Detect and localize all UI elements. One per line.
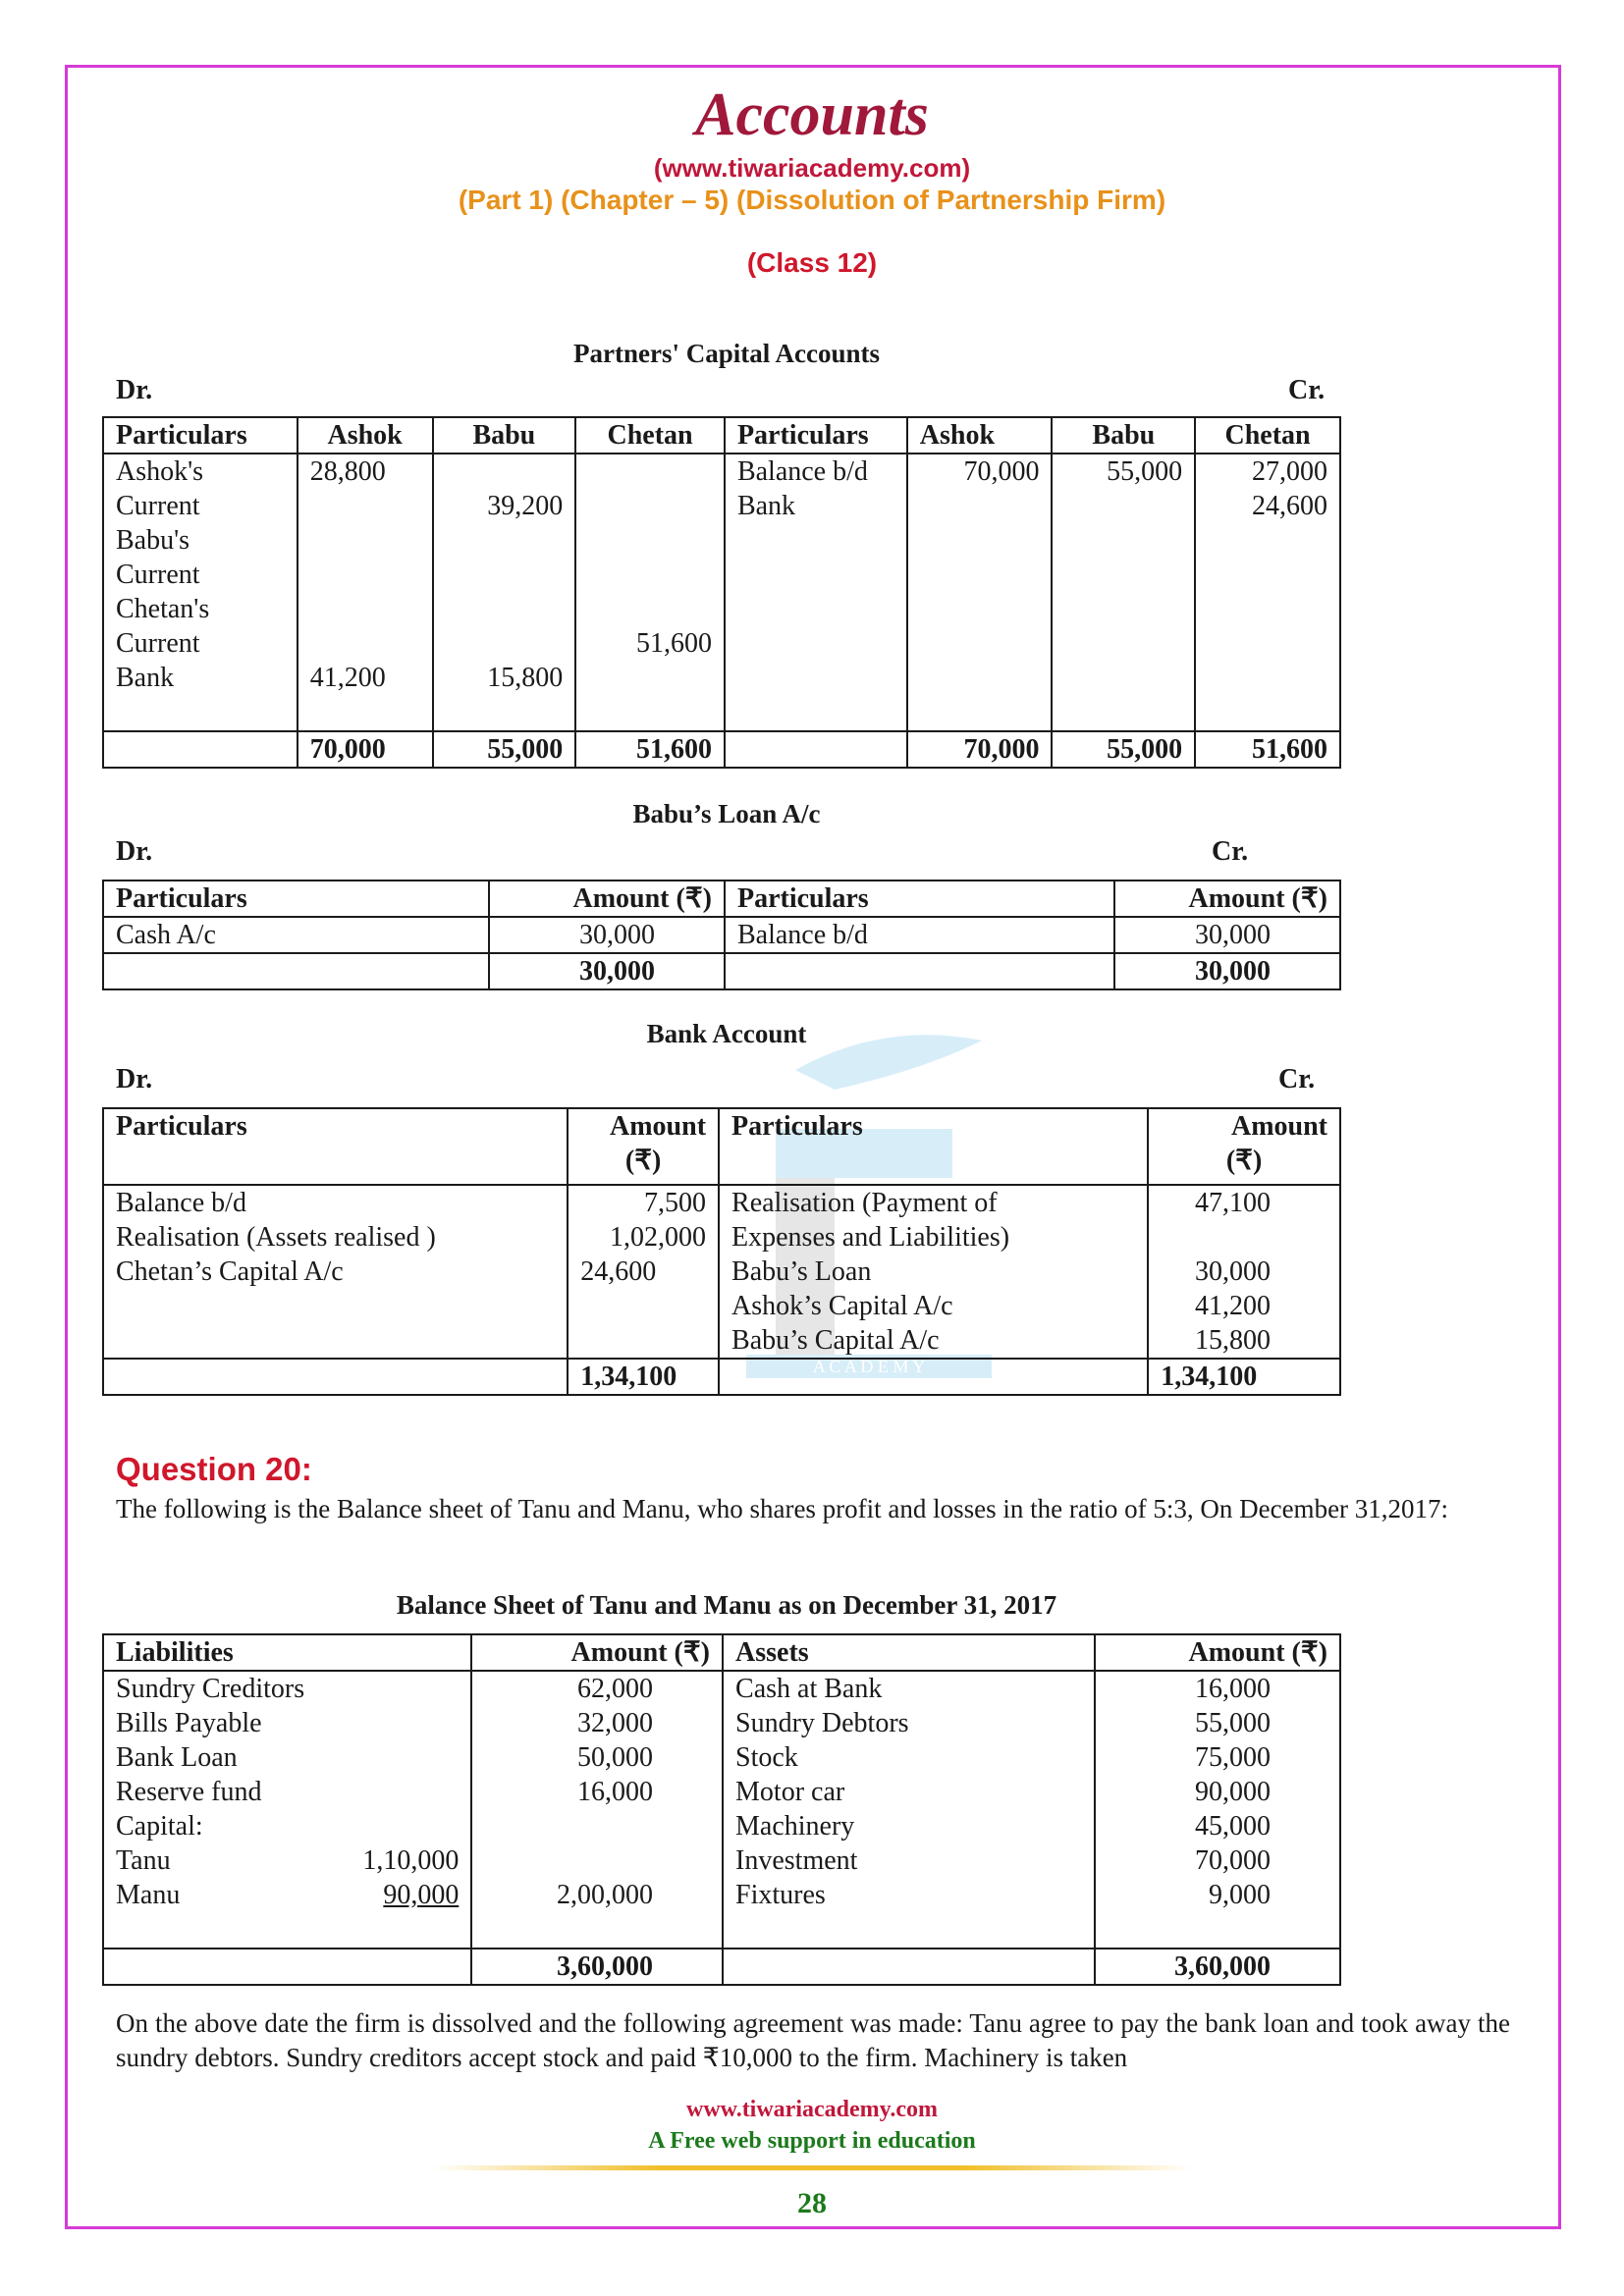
table-cell	[310, 626, 420, 661]
capital-accounts-heading: Partners' Capital Accounts	[573, 339, 880, 368]
table-cell	[103, 1949, 471, 1985]
table-cell: 51,600	[635, 628, 712, 659]
class-label: (Class 12)	[746, 247, 878, 278]
table-cell: 32,000	[577, 1708, 654, 1738]
table-cell: Motor car	[735, 1777, 845, 1807]
table-cell: Chetan's	[116, 594, 210, 624]
table-cell: Machinery	[735, 1811, 855, 1842]
table-cell: 1,34,100	[1148, 1359, 1340, 1395]
col-particulars-cr: Particulars	[719, 1108, 1148, 1185]
capital-body-row	[103, 454, 1340, 731]
table-cell: Realisation (Payment of	[731, 1188, 998, 1218]
balance-sheet-heading: Balance Sheet of Tanu and Manu as on December 31, 2017	[396, 1590, 1057, 1620]
table-cell: 50,000	[577, 1742, 654, 1773]
table-cell: 9,000	[1209, 1880, 1271, 1910]
col-particulars-cr: Particulars	[725, 417, 907, 454]
table-cell: 55,000	[1052, 731, 1195, 768]
table-cell	[446, 592, 564, 626]
bs-body-row	[103, 1671, 1340, 1949]
bs-header-row	[103, 1634, 1340, 1671]
table-cell: 70,000	[963, 456, 1040, 487]
rupee-label: (₹)	[624, 1146, 662, 1176]
table-cell: 70,000	[1195, 1845, 1271, 1876]
table-cell	[719, 1359, 1148, 1395]
table-cell: Reserve fund	[116, 1777, 262, 1807]
table-cell	[103, 731, 298, 768]
loan-total-row	[103, 953, 1340, 989]
col-particulars-dr: Particulars	[103, 1108, 568, 1185]
table-cell: Sundry Creditors	[116, 1674, 305, 1704]
bank-header-row	[103, 1108, 1340, 1185]
table-cell: 41,200	[309, 663, 386, 693]
table-cell	[588, 454, 712, 489]
table-cell: 16,000	[577, 1777, 654, 1807]
table-cell: 30,000	[489, 953, 725, 989]
col-amount-cr	[1148, 1108, 1340, 1185]
bank-cr-label: Cr.	[1278, 1064, 1316, 1095]
table-cell	[310, 489, 420, 523]
loan-cr-label: Cr.	[1212, 836, 1249, 867]
table-cell: Bank	[116, 663, 175, 693]
table-cell	[484, 1843, 653, 1878]
table-cell: Capital:	[116, 1811, 203, 1842]
table-cell: 62,000	[577, 1674, 654, 1704]
table-cell: Fixtures	[735, 1880, 826, 1910]
table-cell: 7,500	[644, 1188, 707, 1218]
table-cell: 51,600	[575, 731, 725, 768]
table-cell	[484, 1809, 653, 1843]
capital-header-row	[103, 417, 1340, 454]
svg-text:A C A D E M Y: A C A D E M Y	[812, 1357, 926, 1376]
table-cell	[588, 489, 712, 523]
partner-name: Tanu	[116, 1845, 171, 1876]
table-cell: Balance b/d	[736, 456, 868, 487]
table-cell: Ashok's	[116, 456, 204, 487]
table-cell: 45,000	[1195, 1811, 1271, 1842]
partner-name: Manu	[116, 1880, 181, 1910]
table-cell: Bills Payable	[116, 1708, 262, 1738]
table-cell: 41,200	[1195, 1291, 1271, 1321]
table-cell: 55,000	[1195, 1708, 1271, 1738]
table-cell: Babu's	[116, 525, 190, 556]
table-cell: Chetan’s Capital A/c	[116, 1256, 344, 1287]
table-cell: Expenses and Liabilities)	[731, 1222, 1010, 1253]
col-ashok-cr: Ashok	[907, 417, 1053, 454]
col-amount-cr: Amount (₹)	[1114, 881, 1340, 917]
col-ashok-dr: Ashok	[298, 417, 433, 454]
table-cell: 15,800	[1195, 1325, 1271, 1356]
table-cell: 70,000	[298, 731, 433, 768]
table-cell: Bank Loan	[116, 1742, 238, 1773]
amount-label: Amount	[610, 1111, 707, 1142]
capital-dr-label: Dr.	[116, 375, 153, 405]
table-cell: 16,000	[1195, 1674, 1271, 1704]
table-cell	[446, 558, 564, 592]
table-cell: 3,60,000	[1095, 1949, 1340, 1985]
table-cell	[446, 454, 564, 489]
col-asset-amount: Amount (₹)	[1095, 1634, 1340, 1671]
table-cell: 24,600	[580, 1256, 657, 1287]
loan-header-row	[103, 881, 1340, 917]
table-cell	[588, 558, 712, 592]
table-cell	[310, 558, 420, 592]
question-label: Question 20:	[116, 1451, 312, 1487]
table-cell: Cash at Bank	[735, 1674, 883, 1704]
question-text: The following is the Balance sheet of Tanu and Manu, who shares profit and losses in the ratio of 5:3, On December 31,2017:	[116, 1494, 1449, 1523]
table-cell: 27,000	[1252, 456, 1327, 487]
table-cell: 30,000	[1195, 1256, 1271, 1287]
table-cell	[310, 592, 420, 626]
table-cell: 1,34,100	[568, 1359, 719, 1395]
table-cell	[446, 523, 564, 558]
agreement-text: On the above date the firm is dissolved and the following agreement was made: Tanu agree to pay the bank loan and took away the sundry debtors. Sundry creditors accept stock and paid ₹10,000 to the firm. Machinery is taken	[116, 2008, 1510, 2072]
chapter-subtitle: (Part 1) (Chapter – 5) (Dissolution of Partnership Firm)	[458, 185, 1166, 215]
babu-loan-heading: Babu’s Loan A/c	[632, 799, 821, 828]
capital-partner-row	[116, 1843, 459, 1878]
bank-account-table	[102, 1107, 1341, 1396]
table-cell	[725, 953, 1114, 989]
col-liability-amount: Amount (₹)	[471, 1634, 723, 1671]
bank-account-heading: Bank Account	[646, 1019, 807, 1048]
col-assets: Assets	[723, 1634, 1095, 1671]
bank-dr-label: Dr.	[116, 1064, 153, 1095]
bank-total-row	[103, 1359, 1340, 1395]
capital-cr-label: Cr.	[1288, 375, 1326, 405]
col-chetan-dr: Chetan	[575, 417, 725, 454]
table-cell: 39,200	[487, 491, 564, 521]
table-cell: 47,100	[1195, 1188, 1271, 1218]
table-cell: 55,000	[433, 731, 576, 768]
page-number: 28	[797, 2187, 827, 2219]
footer-divider	[432, 2165, 1192, 2170]
table-cell	[725, 731, 907, 768]
table-cell: Current	[116, 491, 200, 521]
table-cell	[103, 953, 489, 989]
col-amount-dr: Amount (₹)	[489, 881, 725, 917]
capital-total-row	[103, 731, 1340, 768]
table-row	[103, 917, 1340, 953]
table-cell	[1064, 489, 1182, 523]
table-cell: 24,600	[1252, 491, 1327, 521]
table-cell	[1161, 1220, 1271, 1255]
footer-tagline: A Free web support in education	[648, 2128, 976, 2154]
bs-total-row	[103, 1949, 1340, 1985]
col-babu-cr: Babu	[1052, 417, 1195, 454]
table-cell: Current	[116, 560, 200, 590]
table-cell	[310, 523, 420, 558]
capital-partner-row	[116, 1878, 459, 1912]
table-cell: Balance b/d	[725, 917, 1114, 953]
header-website: (www.tiwariacademy.com)	[653, 153, 971, 183]
col-particulars-dr: Particulars	[103, 881, 489, 917]
table-cell: 15,800	[487, 663, 564, 693]
table-cell: Investment	[735, 1845, 858, 1876]
col-chetan-cr: Chetan	[1195, 417, 1340, 454]
babu-loan-table	[102, 880, 1341, 990]
col-liabilities: Liabilities	[103, 1634, 471, 1671]
table-cell: 28,800	[309, 456, 386, 487]
table-cell: 30,000	[489, 917, 725, 953]
table-cell	[588, 661, 712, 695]
table-cell: Ashok’s Capital A/c	[731, 1291, 953, 1321]
partner-amount: 90,000	[383, 1880, 460, 1910]
table-cell: 3,60,000	[471, 1949, 723, 1985]
capital-accounts-table	[102, 416, 1341, 769]
partner-amount: 1,10,000	[362, 1845, 460, 1876]
table-cell: Balance b/d	[116, 1188, 246, 1218]
col-particulars-cr: Particulars	[725, 881, 1114, 917]
col-amount-dr	[568, 1108, 719, 1185]
loan-dr-label: Dr.	[116, 836, 153, 867]
table-cell: 55,000	[1107, 456, 1183, 487]
footer-website-link[interactable]: www.tiwariacademy.com	[686, 2097, 938, 2122]
table-cell: 30,000	[1114, 953, 1340, 989]
table-cell: Babu’s Loan	[731, 1256, 872, 1287]
table-cell: Stock	[735, 1742, 798, 1773]
table-cell: 51,600	[1195, 731, 1340, 768]
table-cell: Cash A/c	[103, 917, 489, 953]
rupee-label: (₹)	[1225, 1146, 1263, 1176]
capital-total: 2,00,000	[557, 1880, 654, 1910]
table-cell: Babu’s Capital A/c	[731, 1325, 940, 1356]
col-particulars-dr: Particulars	[103, 417, 298, 454]
table-cell	[920, 489, 1040, 523]
table-cell: Sundry Debtors	[735, 1708, 909, 1738]
col-babu-dr: Babu	[433, 417, 576, 454]
table-cell: 90,000	[1195, 1777, 1271, 1807]
table-cell	[588, 523, 712, 558]
table-cell	[588, 592, 712, 626]
balance-sheet-table	[102, 1633, 1341, 1986]
table-cell	[723, 1949, 1095, 1985]
table-cell: Bank	[736, 491, 796, 521]
table-cell	[103, 1359, 568, 1395]
table-cell: Realisation (Assets realised )	[116, 1222, 436, 1253]
table-cell: Current	[116, 628, 200, 659]
amount-label: Amount	[1230, 1111, 1327, 1142]
table-cell: 1,02,000	[610, 1222, 707, 1253]
page-title: Accounts	[695, 81, 929, 148]
table-cell: 70,000	[907, 731, 1053, 768]
table-cell: 75,000	[1195, 1742, 1271, 1773]
bank-body-row	[103, 1185, 1340, 1359]
table-cell	[446, 626, 564, 661]
table-cell: 30,000	[1114, 917, 1340, 953]
